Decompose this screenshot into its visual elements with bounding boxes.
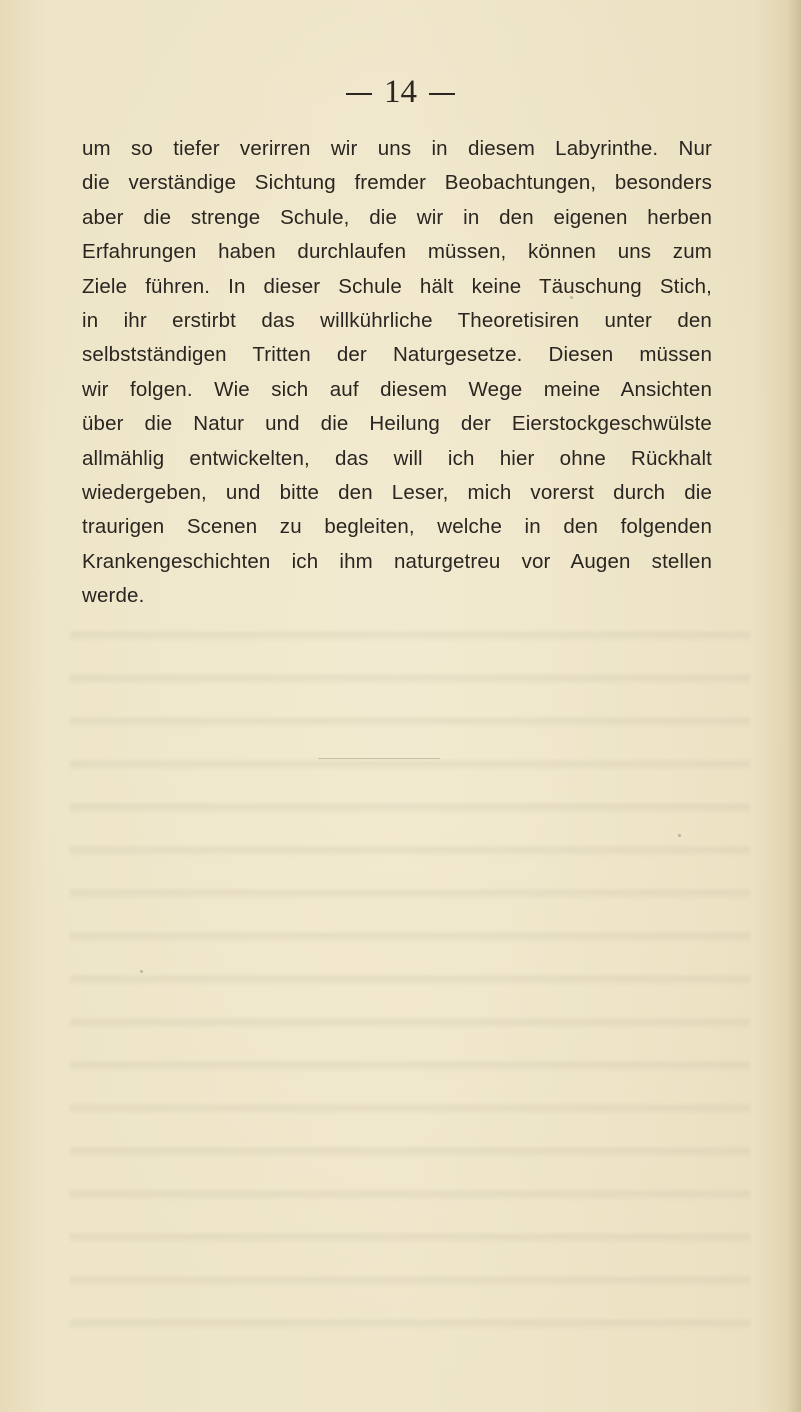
page-edge-shadow xyxy=(787,0,801,1412)
text-line-1: um so tiefer verirren wir uns in diesem Labyrinthe. Nur xyxy=(82,137,712,160)
paper-speck xyxy=(570,296,573,299)
header-dash-right xyxy=(429,93,455,95)
page-number: 14 xyxy=(384,74,417,110)
bleed-through-texture xyxy=(70,612,750,1332)
text-line-8: wir folgen. Wie sich auf diesem Wege meine Ansichten xyxy=(82,377,712,401)
text-line-6: in ihr erstirbt das willkührliche Theoretisiren unter den xyxy=(82,309,712,333)
paper-speck xyxy=(678,834,681,837)
text-line-11: wiedergeben, und bitte den Leser, mich vorerst durch die xyxy=(82,481,712,505)
header-dash-left xyxy=(346,93,372,95)
text-line-12: traurigen Scenen zu begleiten, welche in den folgenden xyxy=(82,515,712,539)
body-text xyxy=(82,132,712,614)
text-line-2: die verständige Sichtung fremder Beobachtungen, besonders xyxy=(82,171,712,195)
text-line-9: über die Natur und die Heilung der Eierstockgeschwülste xyxy=(82,412,712,436)
text-line-4: Erfahrungen haben durchlaufen müssen, können uns zum xyxy=(82,240,712,264)
text-line-14: werde. xyxy=(82,584,145,608)
paper-speck xyxy=(140,970,143,973)
faint-rule-mark xyxy=(318,758,440,759)
text-line-10: allmählig entwickelten, das will ich hier ohne Rückhalt xyxy=(82,446,712,470)
text-line-3: aber die strenge Schule, die wir in den eigenen herben xyxy=(82,205,712,229)
text-line-7: selbstständigen Tritten der Naturgesetze. Diesen müssen xyxy=(82,343,712,367)
text-line-5: Ziele führen. In dieser Schule hält keine Täuschung Stich, xyxy=(82,274,712,298)
text-line-13: Krankengeschichten ich ihm naturgetreu vor Augen stellen xyxy=(82,549,712,573)
page-header xyxy=(0,72,801,112)
